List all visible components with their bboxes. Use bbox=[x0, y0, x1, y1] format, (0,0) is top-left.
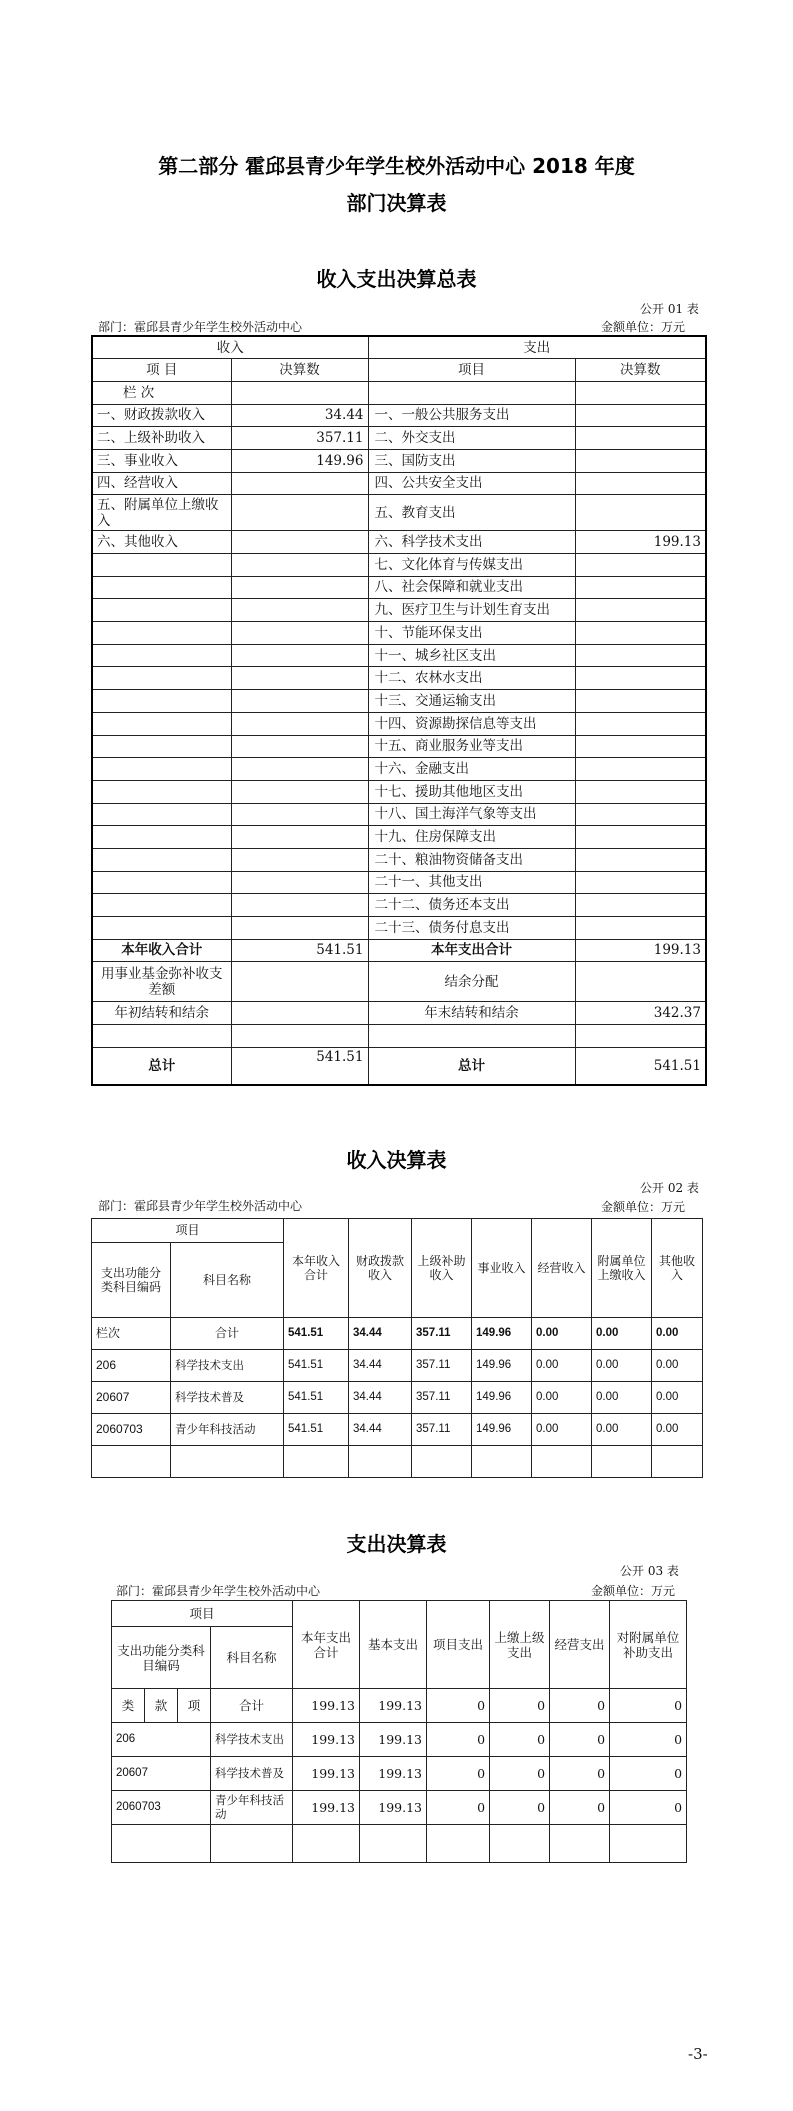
value-cell: 149.96 bbox=[472, 1318, 532, 1350]
table-row bbox=[92, 1446, 703, 1478]
table-row bbox=[112, 1601, 687, 1627]
table-row bbox=[92, 1382, 703, 1414]
item-header: 项目 bbox=[112, 1601, 293, 1627]
table3-title: 支出决算表 bbox=[346, 1532, 447, 1556]
table-cell bbox=[472, 1446, 532, 1478]
name-cell: 科学技术支出 bbox=[171, 1350, 284, 1382]
expense-item-value bbox=[575, 404, 706, 427]
table-cell bbox=[360, 1825, 427, 1863]
col-item: 项 目 bbox=[92, 359, 231, 382]
expense-item-label: 十三、交通运输支出 bbox=[368, 690, 575, 713]
table-row bbox=[92, 381, 706, 404]
income-item-label: 五、附属单位上缴收入 bbox=[92, 495, 231, 531]
value-cell: 0 bbox=[610, 1791, 687, 1825]
value-cell: 0 bbox=[610, 1689, 687, 1723]
code-cell: 206 bbox=[92, 1350, 171, 1382]
expense-item-label: 三、国防支出 bbox=[368, 449, 575, 472]
table-cell bbox=[231, 381, 368, 404]
table-row bbox=[92, 644, 706, 667]
table-row bbox=[92, 554, 706, 577]
begin-label: 年初结转和结余 bbox=[92, 1002, 231, 1025]
table-cell bbox=[231, 962, 368, 1002]
expense-item-label: 十六、金融支出 bbox=[368, 758, 575, 781]
table-cell bbox=[231, 780, 368, 803]
value-cell: 541.51 bbox=[284, 1414, 349, 1446]
table-cell bbox=[92, 758, 231, 781]
value-cell: 0 bbox=[490, 1791, 550, 1825]
table-cell bbox=[490, 1825, 550, 1863]
value-cell: 34.44 bbox=[349, 1318, 412, 1350]
column-header: 事业收入 bbox=[472, 1219, 532, 1318]
end-label: 年末结转和结余 bbox=[368, 1002, 575, 1025]
item-header: 项目 bbox=[92, 1219, 284, 1243]
table-cell bbox=[92, 780, 231, 803]
value-cell: 199.13 bbox=[293, 1757, 360, 1791]
table-row bbox=[92, 848, 706, 871]
table-cell bbox=[412, 1446, 472, 1478]
value-cell: 199.13 bbox=[360, 1791, 427, 1825]
table2-title: 收入决算表 bbox=[346, 1148, 447, 1172]
table-cell bbox=[550, 1825, 610, 1863]
expense-item-value: 199.13 bbox=[575, 531, 706, 554]
table-row bbox=[92, 622, 706, 645]
col-amount: 决算数 bbox=[231, 359, 368, 382]
table-row bbox=[92, 758, 706, 781]
table-cell bbox=[92, 622, 231, 645]
table-cell bbox=[112, 1825, 211, 1863]
code-cell: 2060703 bbox=[92, 1414, 171, 1446]
page-title: 部门决算表 bbox=[346, 191, 447, 215]
table-row bbox=[92, 576, 706, 599]
table-row bbox=[92, 599, 706, 622]
expense-item-value bbox=[575, 871, 706, 894]
grand-expense-value: 541.51 bbox=[575, 1047, 706, 1085]
code-cell: 20607 bbox=[92, 1382, 171, 1414]
value-cell: 149.96 bbox=[472, 1382, 532, 1414]
table-cell bbox=[231, 803, 368, 826]
table-row bbox=[92, 780, 706, 803]
column-header: 经营收入 bbox=[532, 1219, 592, 1318]
expense-item-label: 二、外交支出 bbox=[368, 427, 575, 450]
table-cell bbox=[92, 894, 231, 917]
table-cell bbox=[293, 1825, 360, 1863]
value-cell: 0.00 bbox=[532, 1318, 592, 1350]
expense-item-value bbox=[575, 576, 706, 599]
table-cell bbox=[231, 599, 368, 622]
surplus-label: 结余分配 bbox=[368, 962, 575, 1002]
table-row bbox=[92, 359, 706, 382]
table-row bbox=[112, 1689, 687, 1723]
expense-item-label: 六、科学技术支出 bbox=[368, 531, 575, 554]
table-cell bbox=[349, 1446, 412, 1478]
column-header: 本年收入合计 bbox=[284, 1219, 349, 1318]
table-cell bbox=[171, 1446, 284, 1478]
value-cell: 199.13 bbox=[293, 1689, 360, 1723]
table-row bbox=[92, 1002, 706, 1025]
expense-item-label: 二十三、债务付息支出 bbox=[368, 917, 575, 940]
value-cell: 0.00 bbox=[592, 1414, 652, 1446]
table-row bbox=[92, 917, 706, 940]
expense-item-label: 七、文化体育与传媒支出 bbox=[368, 554, 575, 577]
table-cell bbox=[92, 735, 231, 758]
expense-item-value bbox=[575, 622, 706, 645]
value-cell: 0 bbox=[550, 1689, 610, 1723]
table1-unit: 金额单位：万元 bbox=[601, 320, 686, 334]
expense-item-value bbox=[575, 427, 706, 450]
table-cell bbox=[92, 803, 231, 826]
table-row bbox=[92, 690, 706, 713]
table-cell bbox=[92, 576, 231, 599]
expense-item-label: 十、节能环保支出 bbox=[368, 622, 575, 645]
expense-item-value bbox=[575, 690, 706, 713]
table-row bbox=[112, 1757, 687, 1791]
value-cell: 0 bbox=[427, 1689, 490, 1723]
table-cell bbox=[211, 1825, 293, 1863]
value-cell: 541.51 bbox=[284, 1318, 349, 1350]
income-item-value: 34.44 bbox=[231, 404, 368, 427]
table-cell bbox=[92, 917, 231, 940]
table-cell bbox=[92, 712, 231, 735]
column-header: 上级补助收入 bbox=[412, 1219, 472, 1318]
xiang-label: 项 bbox=[178, 1689, 211, 1723]
column-header: 对附属单位补助支出 bbox=[610, 1601, 687, 1689]
value-cell: 34.44 bbox=[349, 1350, 412, 1382]
expense-item-label: 十二、农林水支出 bbox=[368, 667, 575, 690]
table1-title: 收入支出决算总表 bbox=[316, 267, 477, 291]
value-cell: 34.44 bbox=[349, 1414, 412, 1446]
value-cell: 0 bbox=[427, 1791, 490, 1825]
grand-total-label: 总计 bbox=[368, 1047, 575, 1085]
table-cell bbox=[231, 644, 368, 667]
table-row bbox=[92, 667, 706, 690]
value-cell: 357.11 bbox=[412, 1350, 472, 1382]
table-cell bbox=[231, 667, 368, 690]
expense-item-label: 八、社会保障和就业支出 bbox=[368, 576, 575, 599]
table2-unit: 金额单位：万元 bbox=[601, 1200, 686, 1214]
income-item-value: 149.96 bbox=[231, 449, 368, 472]
value-cell: 0 bbox=[490, 1723, 550, 1757]
expense-item-label: 十一、城乡社区支出 bbox=[368, 644, 575, 667]
code-cell: 2060703 bbox=[112, 1791, 211, 1825]
section-title: 第二部分 霍邱县青少年学生校外活动中心 2018 年度 bbox=[158, 154, 635, 178]
end-value: 342.37 bbox=[575, 1002, 706, 1025]
code-header: 支出功能分类科目编码 bbox=[112, 1627, 211, 1689]
expense-item-label: 十七、援助其他地区支出 bbox=[368, 780, 575, 803]
table-cell bbox=[231, 622, 368, 645]
value-cell: 0.00 bbox=[532, 1382, 592, 1414]
table-row bbox=[92, 939, 706, 962]
expense-item-value bbox=[575, 894, 706, 917]
table-row bbox=[92, 871, 706, 894]
page-number: -3- bbox=[688, 2045, 708, 2063]
table-cell bbox=[231, 554, 368, 577]
table-cell bbox=[610, 1825, 687, 1863]
code-header: 支出功能分类科目编码 bbox=[92, 1243, 171, 1318]
grand-total-label: 总计 bbox=[92, 1047, 231, 1085]
expense-item-value bbox=[575, 449, 706, 472]
table-cell bbox=[231, 1002, 368, 1025]
column-header: 其他收入 bbox=[652, 1219, 703, 1318]
table1-dept: 部门：霍邱县青少年学生校外活动中心 bbox=[98, 320, 303, 334]
table-cell bbox=[284, 1446, 349, 1478]
income-item-label: 三、事业收入 bbox=[92, 449, 231, 472]
expense-item-label: 十五、商业服务业等支出 bbox=[368, 735, 575, 758]
value-cell: 357.11 bbox=[412, 1414, 472, 1446]
income-item-label: 一、财政拨款收入 bbox=[92, 404, 231, 427]
expense-item-label: 五、教育支出 bbox=[368, 495, 575, 531]
table-cell bbox=[92, 690, 231, 713]
table3-code: 公开 03 表 bbox=[620, 1564, 679, 1578]
table-row bbox=[92, 336, 706, 359]
table-row bbox=[92, 531, 706, 554]
value-cell: 357.11 bbox=[412, 1382, 472, 1414]
value-cell: 0 bbox=[550, 1757, 610, 1791]
col-amount: 决算数 bbox=[575, 359, 706, 382]
value-cell: 0.00 bbox=[652, 1382, 703, 1414]
table-row bbox=[92, 427, 706, 450]
expense-item-label: 十八、国土海洋气象等支出 bbox=[368, 803, 575, 826]
total-label: 合计 bbox=[211, 1689, 293, 1723]
table-cell bbox=[231, 758, 368, 781]
table-cell bbox=[231, 917, 368, 940]
table-row bbox=[92, 1350, 703, 1382]
fund-label: 用事业基金弥补收支差额 bbox=[92, 962, 231, 1002]
income-item-value bbox=[231, 531, 368, 554]
income-expense-summary-table bbox=[91, 335, 707, 1086]
table-row bbox=[92, 894, 706, 917]
value-cell: 34.44 bbox=[349, 1382, 412, 1414]
column-header: 附属单位上缴收入 bbox=[592, 1219, 652, 1318]
table-cell bbox=[231, 894, 368, 917]
table-cell bbox=[92, 599, 231, 622]
name-header: 科目名称 bbox=[211, 1627, 293, 1689]
expense-total-label: 本年支出合计 bbox=[368, 939, 575, 962]
value-cell: 0 bbox=[427, 1757, 490, 1791]
table-cell bbox=[92, 554, 231, 577]
table-row bbox=[92, 495, 706, 531]
income-total-label: 本年收入合计 bbox=[92, 939, 231, 962]
name-cell: 科学技术普及 bbox=[171, 1382, 284, 1414]
table-cell bbox=[231, 871, 368, 894]
column-header: 财政拨款收入 bbox=[349, 1219, 412, 1318]
income-item-value: 357.11 bbox=[231, 427, 368, 450]
value-cell: 199.13 bbox=[360, 1723, 427, 1757]
code-cell: 20607 bbox=[112, 1757, 211, 1791]
total-label: 合计 bbox=[171, 1318, 284, 1350]
income-item-label: 二、上级补助收入 bbox=[92, 427, 231, 450]
expense-item-value bbox=[575, 735, 706, 758]
column-header: 本年支出合计 bbox=[293, 1601, 360, 1689]
value-cell: 149.96 bbox=[472, 1350, 532, 1382]
table-row bbox=[92, 803, 706, 826]
table-cell bbox=[231, 712, 368, 735]
table1-code: 公开 01 表 bbox=[640, 302, 699, 316]
value-cell: 541.51 bbox=[284, 1350, 349, 1382]
table-cell bbox=[92, 1025, 231, 1048]
table-cell bbox=[575, 381, 706, 404]
income-header: 收入 bbox=[92, 336, 368, 359]
table-row bbox=[92, 1025, 706, 1048]
expense-item-label: 十四、资源勘探信息等支出 bbox=[368, 712, 575, 735]
expense-item-label: 九、医疗卫生与计划生育支出 bbox=[368, 599, 575, 622]
expense-item-value bbox=[575, 599, 706, 622]
table-cell bbox=[231, 1025, 368, 1048]
table-row bbox=[92, 472, 706, 495]
name-cell: 青少年科技活动 bbox=[211, 1791, 293, 1825]
table-cell bbox=[92, 871, 231, 894]
expense-item-value bbox=[575, 826, 706, 849]
table-row bbox=[92, 735, 706, 758]
value-cell: 0 bbox=[550, 1791, 610, 1825]
value-cell: 0 bbox=[550, 1723, 610, 1757]
value-cell: 0.00 bbox=[532, 1350, 592, 1382]
column-header: 经营支出 bbox=[550, 1601, 610, 1689]
expense-item-label: 十九、住房保障支出 bbox=[368, 826, 575, 849]
table-cell bbox=[92, 667, 231, 690]
expense-item-label: 四、公共安全支出 bbox=[368, 472, 575, 495]
column-header: 上缴上级支出 bbox=[490, 1601, 550, 1689]
expense-item-value bbox=[575, 758, 706, 781]
value-cell: 0.00 bbox=[592, 1350, 652, 1382]
expense-item-label: 二十二、债务还本支出 bbox=[368, 894, 575, 917]
expense-final-accounts-table bbox=[111, 1600, 687, 1863]
lei-label: 类 bbox=[112, 1689, 145, 1723]
value-cell: 0 bbox=[610, 1757, 687, 1791]
table-cell bbox=[368, 1025, 575, 1048]
value-cell: 199.13 bbox=[293, 1723, 360, 1757]
value-cell: 0.00 bbox=[652, 1350, 703, 1382]
table-cell bbox=[532, 1446, 592, 1478]
table-cell bbox=[231, 826, 368, 849]
table-row bbox=[112, 1791, 687, 1825]
value-cell: 0.00 bbox=[652, 1318, 703, 1350]
value-cell: 199.13 bbox=[360, 1757, 427, 1791]
expense-item-label: 二十一、其他支出 bbox=[368, 871, 575, 894]
expense-item-value bbox=[575, 554, 706, 577]
table-row bbox=[92, 712, 706, 735]
expense-item-value bbox=[575, 780, 706, 803]
value-cell: 0.00 bbox=[532, 1414, 592, 1446]
table-cell bbox=[592, 1446, 652, 1478]
table-cell bbox=[231, 576, 368, 599]
expense-item-label: 二十、粮油物资储备支出 bbox=[368, 848, 575, 871]
table-row bbox=[92, 449, 706, 472]
value-cell: 0.00 bbox=[592, 1382, 652, 1414]
name-cell: 青少年科技活动 bbox=[171, 1414, 284, 1446]
expense-item-value bbox=[575, 495, 706, 531]
table-row bbox=[112, 1723, 687, 1757]
income-item-value bbox=[231, 472, 368, 495]
table-cell bbox=[427, 1825, 490, 1863]
table-cell bbox=[368, 381, 575, 404]
table-row bbox=[112, 1825, 687, 1863]
expense-item-value bbox=[575, 644, 706, 667]
name-header: 科目名称 bbox=[171, 1243, 284, 1318]
table2-dept: 部门：霍邱县青少年学生校外活动中心 bbox=[98, 1199, 303, 1213]
table-cell bbox=[575, 962, 706, 1002]
name-cell: 科学技术支出 bbox=[211, 1723, 293, 1757]
value-cell: 0.00 bbox=[652, 1414, 703, 1446]
expense-item-value bbox=[575, 848, 706, 871]
table-row bbox=[92, 826, 706, 849]
value-cell: 541.51 bbox=[284, 1382, 349, 1414]
expense-header: 支出 bbox=[368, 336, 706, 359]
value-cell: 0 bbox=[490, 1757, 550, 1791]
column-header: 基本支出 bbox=[360, 1601, 427, 1689]
table3-unit: 金额单位：万元 bbox=[591, 1584, 676, 1598]
table-row bbox=[92, 1047, 706, 1085]
value-cell: 357.11 bbox=[412, 1318, 472, 1350]
lanci-label: 栏 次 bbox=[92, 381, 231, 404]
income-final-accounts-table bbox=[91, 1218, 703, 1478]
value-cell: 149.96 bbox=[472, 1414, 532, 1446]
expense-item-label: 一、一般公共服务支出 bbox=[368, 404, 575, 427]
expense-item-value bbox=[575, 472, 706, 495]
value-cell: 0 bbox=[490, 1689, 550, 1723]
table-row bbox=[92, 404, 706, 427]
table-cell bbox=[231, 735, 368, 758]
income-item-label: 六、其他收入 bbox=[92, 531, 231, 554]
grand-income-value: 541.51 bbox=[231, 1047, 368, 1085]
table-cell bbox=[652, 1446, 703, 1478]
expense-total-value: 199.13 bbox=[575, 939, 706, 962]
value-cell: 199.13 bbox=[293, 1791, 360, 1825]
lanci-label: 栏次 bbox=[92, 1318, 171, 1350]
table-cell bbox=[92, 644, 231, 667]
income-total-value: 541.51 bbox=[231, 939, 368, 962]
code-cell: 206 bbox=[112, 1723, 211, 1757]
table-row bbox=[92, 1318, 703, 1350]
table-cell bbox=[92, 848, 231, 871]
value-cell: 0 bbox=[427, 1723, 490, 1757]
value-cell: 0 bbox=[610, 1723, 687, 1757]
table-cell bbox=[92, 1446, 171, 1478]
expense-item-value bbox=[575, 917, 706, 940]
table3-dept: 部门：霍邱县青少年学生校外活动中心 bbox=[116, 1584, 321, 1598]
expense-item-value bbox=[575, 667, 706, 690]
table-cell bbox=[231, 690, 368, 713]
table2-code: 公开 02 表 bbox=[640, 1181, 699, 1195]
income-item-value bbox=[231, 495, 368, 531]
table-cell bbox=[575, 1025, 706, 1048]
table-row bbox=[92, 962, 706, 1002]
value-cell: 0.00 bbox=[592, 1318, 652, 1350]
expense-item-value bbox=[575, 803, 706, 826]
col-item: 项目 bbox=[368, 359, 575, 382]
expense-item-value bbox=[575, 712, 706, 735]
table-row bbox=[92, 1219, 703, 1243]
table-row bbox=[92, 1414, 703, 1446]
column-header: 项目支出 bbox=[427, 1601, 490, 1689]
value-cell: 199.13 bbox=[360, 1689, 427, 1723]
kuan-label: 款 bbox=[145, 1689, 178, 1723]
table-cell bbox=[231, 848, 368, 871]
income-item-label: 四、经营收入 bbox=[92, 472, 231, 495]
name-cell: 科学技术普及 bbox=[211, 1757, 293, 1791]
table-cell bbox=[92, 826, 231, 849]
